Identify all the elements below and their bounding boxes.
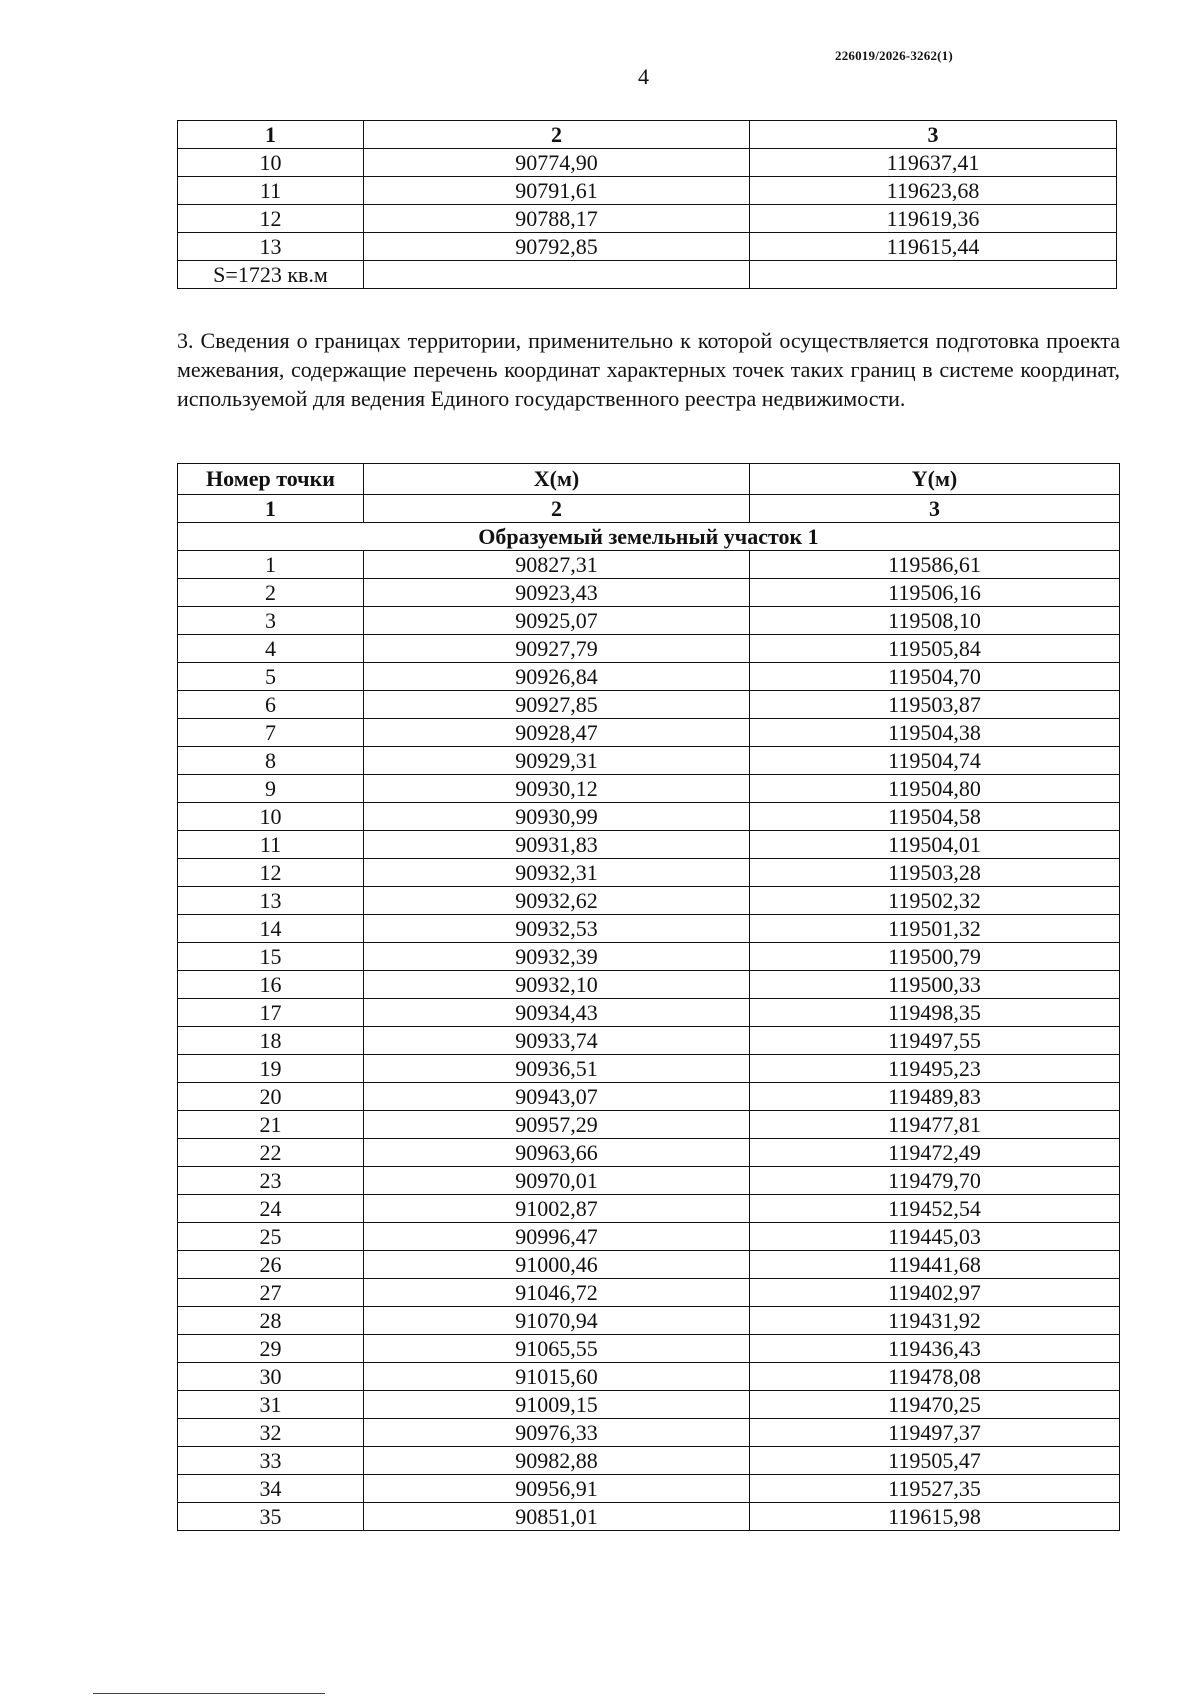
x-coordinate: 90928,47 <box>364 719 750 747</box>
table-row <box>178 1307 1120 1335</box>
coordinates-table-continued <box>177 120 1117 289</box>
x-coordinate: 90976,33 <box>364 1419 750 1447</box>
table-row <box>178 887 1120 915</box>
x-coordinate: 90930,12 <box>364 775 750 803</box>
table-row <box>178 803 1120 831</box>
column-numbers-row <box>178 495 1120 523</box>
table-row <box>178 1223 1120 1251</box>
point-number: 3 <box>178 607 364 635</box>
group-title-row <box>178 523 1120 551</box>
table-row <box>178 149 1117 177</box>
point-number: 31 <box>178 1391 364 1419</box>
table-row <box>178 859 1120 887</box>
table-row <box>178 719 1120 747</box>
x-coordinate: 90927,79 <box>364 635 750 663</box>
point-number: 24 <box>178 1195 364 1223</box>
table-row <box>178 971 1120 999</box>
point-number: 25 <box>178 1223 364 1251</box>
point-number: 6 <box>178 691 364 719</box>
x-coordinate: 90931,83 <box>364 831 750 859</box>
point-number: 10 <box>178 803 364 831</box>
y-coordinate: 119505,47 <box>750 1447 1120 1475</box>
x-coordinate: 90956,91 <box>364 1475 750 1503</box>
point-number: 13 <box>178 233 364 261</box>
table-row <box>178 1251 1120 1279</box>
x-coordinate: 90927,85 <box>364 691 750 719</box>
y-coordinate: 119502,32 <box>750 887 1120 915</box>
y-coordinate: 119619,36 <box>750 205 1117 233</box>
table-row <box>178 1167 1120 1195</box>
x-coordinate: 91002,87 <box>364 1195 750 1223</box>
x-coordinate: 90791,61 <box>364 177 750 205</box>
column-number: 1 <box>178 495 364 523</box>
y-coordinate: 119500,33 <box>750 971 1120 999</box>
empty-cell <box>750 261 1117 289</box>
point-number: 4 <box>178 635 364 663</box>
y-coordinate: 119498,35 <box>750 999 1120 1027</box>
point-number: 30 <box>178 1363 364 1391</box>
table-row <box>178 831 1120 859</box>
point-number: 11 <box>178 831 364 859</box>
column-header: Y(м) <box>750 464 1120 495</box>
x-coordinate: 90982,88 <box>364 1447 750 1475</box>
y-coordinate: 119504,01 <box>750 831 1120 859</box>
column-header: Номер точки <box>178 464 364 495</box>
x-coordinate: 91065,55 <box>364 1335 750 1363</box>
point-number: 14 <box>178 915 364 943</box>
y-coordinate: 119477,81 <box>750 1111 1120 1139</box>
y-coordinate: 119504,70 <box>750 663 1120 691</box>
area-row <box>178 261 1117 289</box>
y-coordinate: 119436,43 <box>750 1335 1120 1363</box>
table-row <box>178 943 1120 971</box>
table-row <box>178 915 1120 943</box>
x-coordinate: 90923,43 <box>364 579 750 607</box>
point-number: 12 <box>178 205 364 233</box>
table-header-row <box>178 121 1117 149</box>
x-coordinate: 90929,31 <box>364 747 750 775</box>
table-row <box>178 205 1117 233</box>
y-coordinate: 119504,80 <box>750 775 1120 803</box>
point-number: 17 <box>178 999 364 1027</box>
table-row <box>178 1027 1120 1055</box>
point-number: 34 <box>178 1475 364 1503</box>
y-coordinate: 119452,54 <box>750 1195 1120 1223</box>
table-row <box>178 1083 1120 1111</box>
table-row <box>178 1055 1120 1083</box>
x-coordinate: 90932,10 <box>364 971 750 999</box>
point-number: 12 <box>178 859 364 887</box>
y-coordinate: 119501,32 <box>750 915 1120 943</box>
y-coordinate: 119504,38 <box>750 719 1120 747</box>
x-coordinate: 91009,15 <box>364 1391 750 1419</box>
column-number-header: 3 <box>750 121 1117 149</box>
x-coordinate: 90957,29 <box>364 1111 750 1139</box>
column-number-header: 1 <box>178 121 364 149</box>
column-number: 3 <box>750 495 1120 523</box>
x-coordinate: 90970,01 <box>364 1167 750 1195</box>
x-coordinate: 90926,84 <box>364 663 750 691</box>
document-number: 226019/2026-3262(1) <box>835 48 953 63</box>
y-coordinate: 119615,44 <box>750 233 1117 261</box>
x-coordinate: 90936,51 <box>364 1055 750 1083</box>
point-number: 16 <box>178 971 364 999</box>
x-coordinate: 90943,07 <box>364 1083 750 1111</box>
x-coordinate: 90932,31 <box>364 859 750 887</box>
table-row <box>178 551 1120 579</box>
point-number: 32 <box>178 1419 364 1447</box>
point-number: 13 <box>178 887 364 915</box>
point-number: 29 <box>178 1335 364 1363</box>
x-coordinate: 90788,17 <box>364 205 750 233</box>
x-coordinate: 90933,74 <box>364 1027 750 1055</box>
y-coordinate: 119505,84 <box>750 635 1120 663</box>
point-number: 21 <box>178 1111 364 1139</box>
y-coordinate: 119489,83 <box>750 1083 1120 1111</box>
table-row <box>178 999 1120 1027</box>
y-coordinate: 119527,35 <box>750 1475 1120 1503</box>
point-number: 15 <box>178 943 364 971</box>
y-coordinate: 119615,98 <box>750 1503 1120 1531</box>
page-number: 4 <box>638 64 649 89</box>
y-coordinate: 119497,55 <box>750 1027 1120 1055</box>
table-row <box>178 1335 1120 1363</box>
table-row <box>178 1475 1120 1503</box>
y-coordinate: 119402,97 <box>750 1279 1120 1307</box>
table-row <box>178 233 1117 261</box>
point-number: 23 <box>178 1167 364 1195</box>
point-number: 26 <box>178 1251 364 1279</box>
table-row <box>178 635 1120 663</box>
x-coordinate: 90932,53 <box>364 915 750 943</box>
table-row <box>178 1195 1120 1223</box>
x-coordinate: 90827,31 <box>364 551 750 579</box>
table-row <box>178 1139 1120 1167</box>
table-row <box>178 691 1120 719</box>
table-row <box>178 663 1120 691</box>
table-row <box>178 1447 1120 1475</box>
point-number: 10 <box>178 149 364 177</box>
point-number: 19 <box>178 1055 364 1083</box>
point-number: 33 <box>178 1447 364 1475</box>
x-coordinate: 90792,85 <box>364 233 750 261</box>
x-coordinate: 91070,94 <box>364 1307 750 1335</box>
table-row <box>178 1279 1120 1307</box>
x-coordinate: 90932,39 <box>364 943 750 971</box>
y-coordinate: 119504,58 <box>750 803 1120 831</box>
point-number: 11 <box>178 177 364 205</box>
column-number: 2 <box>364 495 750 523</box>
y-coordinate: 119504,74 <box>750 747 1120 775</box>
column-number-header: 2 <box>364 121 750 149</box>
y-coordinate: 119500,79 <box>750 943 1120 971</box>
point-number: 8 <box>178 747 364 775</box>
point-number: 28 <box>178 1307 364 1335</box>
y-coordinate: 119479,70 <box>750 1167 1120 1195</box>
y-coordinate: 119470,25 <box>750 1391 1120 1419</box>
table-row <box>178 1419 1120 1447</box>
point-number: 22 <box>178 1139 364 1167</box>
y-coordinate: 119478,08 <box>750 1363 1120 1391</box>
y-coordinate: 119637,41 <box>750 149 1117 177</box>
table-row <box>178 1363 1120 1391</box>
point-number: 1 <box>178 551 364 579</box>
x-coordinate: 90774,90 <box>364 149 750 177</box>
x-coordinate: 90996,47 <box>364 1223 750 1251</box>
point-number: 35 <box>178 1503 364 1531</box>
y-coordinate: 119503,28 <box>750 859 1120 887</box>
y-coordinate: 119506,16 <box>750 579 1120 607</box>
footer-divider <box>93 1693 325 1694</box>
x-coordinate: 91046,72 <box>364 1279 750 1307</box>
boundary-coordinates-table <box>177 463 1120 1531</box>
point-number: 20 <box>178 1083 364 1111</box>
x-coordinate: 90932,62 <box>364 887 750 915</box>
point-number: 27 <box>178 1279 364 1307</box>
point-number: 18 <box>178 1027 364 1055</box>
table-row <box>178 1503 1120 1531</box>
y-coordinate: 119503,87 <box>750 691 1120 719</box>
table-row <box>178 1111 1120 1139</box>
table-row <box>178 607 1120 635</box>
y-coordinate: 119497,37 <box>750 1419 1120 1447</box>
table-row <box>178 775 1120 803</box>
table-row <box>178 747 1120 775</box>
area-value: S=1723 кв.м <box>178 261 364 289</box>
y-coordinate: 119623,68 <box>750 177 1117 205</box>
table-row <box>178 579 1120 607</box>
x-coordinate: 90925,07 <box>364 607 750 635</box>
point-number: 2 <box>178 579 364 607</box>
x-coordinate: 91000,46 <box>364 1251 750 1279</box>
point-number: 5 <box>178 663 364 691</box>
point-number: 7 <box>178 719 364 747</box>
y-coordinate: 119441,68 <box>750 1251 1120 1279</box>
section-3-paragraph: 3. Сведения о границах территории, применительно к которой осуществляется подготовка проекта межевания, содержащие перечень координат характерных точек таких границ в системе координат, используемой для ведения Единого государственного реестра недвижимости. <box>177 328 1120 411</box>
y-coordinate: 119508,10 <box>750 607 1120 635</box>
x-coordinate: 90934,43 <box>364 999 750 1027</box>
table-row <box>178 177 1117 205</box>
y-coordinate: 119431,92 <box>750 1307 1120 1335</box>
x-coordinate: 91015,60 <box>364 1363 750 1391</box>
point-number: 9 <box>178 775 364 803</box>
x-coordinate: 90851,01 <box>364 1503 750 1531</box>
x-coordinate: 90963,66 <box>364 1139 750 1167</box>
y-coordinate: 119445,03 <box>750 1223 1120 1251</box>
x-coordinate: 90930,99 <box>364 803 750 831</box>
y-coordinate: 119586,61 <box>750 551 1120 579</box>
y-coordinate: 119495,23 <box>750 1055 1120 1083</box>
y-coordinate: 119472,49 <box>750 1139 1120 1167</box>
table-header-row <box>178 464 1120 495</box>
group-title: Образуемый земельный участок 1 <box>178 523 1120 551</box>
table-row <box>178 1391 1120 1419</box>
empty-cell <box>364 261 750 289</box>
column-header: X(м) <box>364 464 750 495</box>
